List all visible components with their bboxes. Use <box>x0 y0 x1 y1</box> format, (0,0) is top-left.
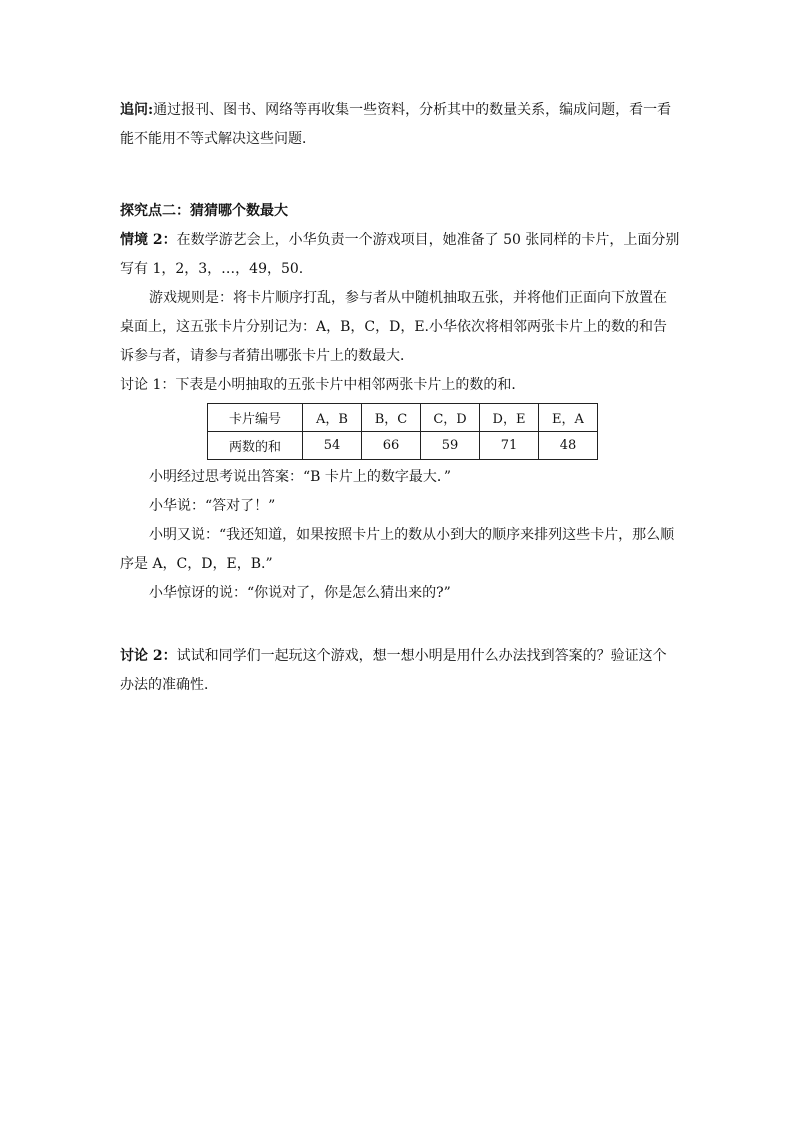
table-row-label: 两数的和 <box>208 432 303 460</box>
table-row <box>208 404 598 432</box>
followup-label: 追问: <box>120 102 154 118</box>
scenario-text: 在数学游艺会上，小华负责一个游戏项目，她准备了 50 张同样的卡片，上面分别写有 1，2，3，…，49，50. <box>120 232 680 277</box>
discussion2-text: 试试和同学们一起玩这个游戏，想一想小明是用什么办法找到答案的？验证这个办法的准确性． <box>120 648 667 693</box>
table-cell-pair: D，E <box>480 404 539 432</box>
table-cell-sum: 71 <box>480 432 539 460</box>
dialogue-line-4: 小华惊讶的说：“你说对了，你是怎么猜出来的?” <box>149 585 451 601</box>
table-header-label: 卡片编号 <box>208 404 303 432</box>
spacer <box>120 608 680 642</box>
table-cell-sum: 66 <box>362 432 421 460</box>
card-sums-table <box>207 403 598 460</box>
discussion2-paragraph <box>120 642 680 700</box>
table-cell-sum: 54 <box>303 432 362 460</box>
table-cell-pair: C，D <box>421 404 480 432</box>
table-cell-pair: E，A <box>539 404 598 432</box>
table-cell-sum: 48 <box>539 432 598 460</box>
dialogue-line-1: 小明经过思考说出答案：“B 卡片上的数字最大．” <box>149 469 452 485</box>
scenario-paragraph <box>120 226 680 284</box>
followup-text: 通过报刊、图书、网络等再收集一些资料，分析其中的数量关系，编成问题，看一看能不能用不等式解决这些问题． <box>120 102 672 147</box>
table-cell-pair: A，B <box>303 404 362 432</box>
game-rules-paragraph: 游戏规则是：将卡片顺序打乱，参与者从中随机抽取五张，并将他们正面向下放置在桌面上，这五张卡片分别记为：A，B，C，D，E.小华依次将相邻两张卡片上的数的和告诉参与者，请参与者猜出哪张卡片上的数最大． <box>120 290 668 364</box>
table-row <box>208 432 598 460</box>
dialogue-line-2: 小华说：“答对了！” <box>149 498 276 514</box>
scenario-label: 情境 2： <box>120 232 177 248</box>
dialogue-line-3: 小明又说：“我还知道，如果按照卡片上的数从小到大的顺序来排列这些卡片，那么顺序是 A，C，D，E，B.” <box>120 527 675 572</box>
followup-paragraph <box>120 96 680 154</box>
table-cell-sum: 59 <box>421 432 480 460</box>
discussion2-label: 讨论 2： <box>120 648 177 664</box>
discussion1-paragraph: 讨论 1：下表是小明抽取的五张卡片中相邻两张卡片上的数的和． <box>120 377 526 393</box>
document-page <box>120 96 680 700</box>
table-cell-pair: B，C <box>362 404 421 432</box>
section-heading: 探究点二：猜猜哪个数最大 <box>120 203 288 219</box>
